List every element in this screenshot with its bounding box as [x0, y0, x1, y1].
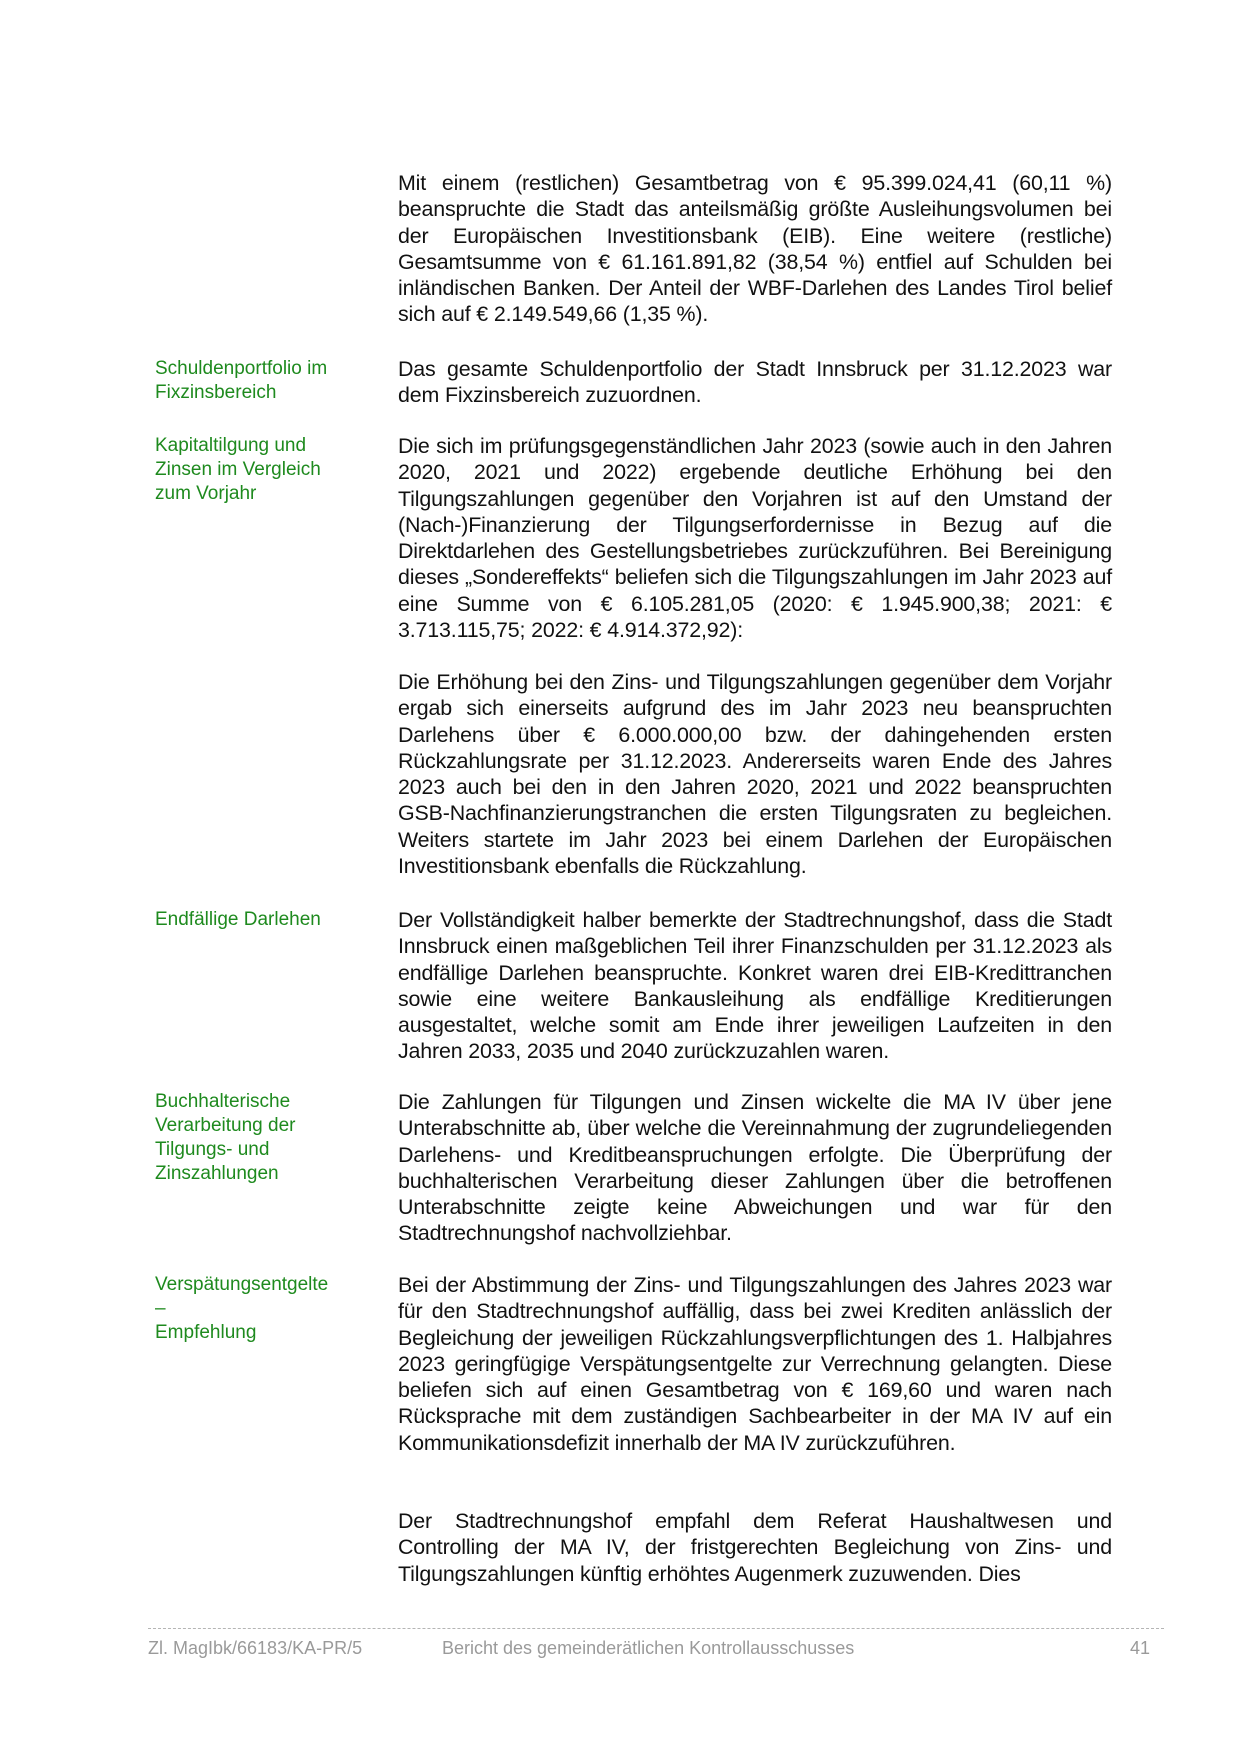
margin-label-accounting-processing [155, 1090, 380, 1186]
footer-divider [148, 1628, 1164, 1629]
margin-label-bullet-loans [155, 908, 380, 932]
margin-label-line: Schuldenportfolio im [155, 358, 328, 379]
margin-label-line: Tilgungs- und [155, 1139, 270, 1160]
margin-label-line: Endfällige Darlehen [155, 909, 321, 930]
margin-label-line: zum Vorjahr [155, 483, 257, 504]
paragraph-accounting-processing: Die Zahlungen für Tilgungen und Zinsen wickelte die MA IV über jene Unterabschnitte ab, über welche die Vereinnahmung der zugrundeliegenden Darlehens- und Kreditbeanspruchungen erfolgte. Die Überprüfung der buchhalterischen Verarbeitung dieser Zahlungen über die betroffenen Unterabschnitte zeigte keine Abweichungen und war für den Stadtrechnungshof nachvollziehbar. [398, 1090, 1112, 1246]
margin-label-line: Zinsen im Vergleich [155, 459, 321, 480]
margin-label-late-fees-recommendation [155, 1273, 380, 1345]
margin-label-line: – [155, 1298, 166, 1319]
margin-label-line: Kapitaltilgung und [155, 435, 307, 456]
margin-label-line: Zinszahlungen [155, 1163, 279, 1184]
footer-reference: Zl. MagIbk/66183/KA-PR/5 [148, 1638, 363, 1658]
margin-label-line: Buchhalterische [155, 1091, 291, 1112]
paragraph-debt-distribution: Mit einem (restlichen) Gesamtbetrag von € 95.399.024,41 (60,11 %) beanspruchte die Stadt das anteilsmäßig größte Ausleihungsvolumen bei der Europäischen Investitionsbank (EIB). Eine weitere (restliche) Gesamtsumme von € 61.161.891,82 (38,54 %) entfiel auf Schulden bei inländischen Banken. Der Anteil der WBF-Darlehen des Landes Tirol belief sich auf € 2.149.549,66 (1,35 %). [398, 171, 1112, 327]
paragraph-interest-increase: Die Erhöhung bei den Zins- und Tilgungszahlungen gegenüber dem Vorjahr ergab sich einerseits aufgrund des im Jahr 2023 neu beanspruchten Darlehens über € 6.000.000,00 bzw. der dahingehenden ersten Rückzahlungsrate per 31.12.2023. Andererseits waren Ende des Jahres 2023 auch bei den in den Jahren 2020, 2021 und 2022 beanspruchten GSB-Nachfinanzierungstranchen die ersten Tilgungsraten zu begleichen. Weiters startete im Jahr 2023 bei einem Darlehen der Europäischen Investitionsbank ebenfalls die Rückzahlung. [398, 670, 1112, 879]
margin-label-repayment-comparison [155, 434, 380, 506]
paragraph-repayment-increase: Die sich im prüfungsgegenständlichen Jahr 2023 (sowie auch in den Jahren 2020, 2021 und 2022) ergebende deutliche Erhöhung bei den Tilgungszahlungen gegenüber den Vorjahren ist auf den Umstand der (Nach-)Finanzierung der Tilgungserfordernisse in Bezug auf die Direktdarlehen des Gestellungsbetriebes zurückzuführen. Bei Bereinigung dieses „Sondereffekts“ beliefen sich die Tilgungszahlungen im Jahr 2023 auf eine Summe von € 6.105.281,05 (2020: € 1.945.900,38; 2021: € 3.713.115,75; 2022: € 4.914.372,92): [398, 434, 1112, 643]
margin-label-line: Fixzinsbereich [155, 382, 277, 403]
paragraph-fixed-rate-portfolio: Das gesamte Schuldenportfolio der Stadt Innsbruck per 31.12.2023 war dem Fixzinsbereich zuzuordnen. [398, 357, 1112, 408]
paragraph-bullet-loans: Der Vollständigkeit halber bemerkte der Stadtrechnungshof, dass die Stadt Innsbruck einen maßgeblichen Teil ihrer Finanzschulden per 31.12.2023 als endfällige Darlehen beanspruchte. Konkret waren drei EIB-Kredittranchen sowie eine weitere Bankausleihung als endfällige Kreditierungen ausgestaltet, welche somit am Ende ihrer jeweiligen Laufzeiten in den Jahren 2033, 2035 und 2040 zurückzuzahlen waren. [398, 908, 1112, 1064]
paragraph-late-fees: Bei der Abstimmung der Zins- und Tilgungszahlungen des Jahres 2023 war für den Stadtrechnungshof auffällig, dass bei zwei Krediten anlässlich der Begleichung der jeweiligen Rückzahlungsverpflichtungen des 1. Halbjahres 2023 geringfügige Verspätungsentgelte zur Verrechnung gelangten. Diese beliefen sich auf einen Gesamtbetrag von € 169,60 und waren nach Rücksprache mit dem zuständigen Sachbearbeiter in der MA IV auf ein Kommunikationsdefizit innerhalb der MA IV zurückzuführen. [398, 1273, 1112, 1455]
margin-label-line: Verspätungsentgelte [155, 1274, 329, 1295]
margin-label-fixed-rate-portfolio [155, 357, 380, 405]
footer-title: Bericht des gemeinderätlichen Kontrollausschusses [442, 1638, 855, 1658]
page-number: 41 [1130, 1638, 1151, 1658]
margin-label-line: Verarbeitung der [155, 1115, 296, 1136]
margin-label-line: Empfehlung [155, 1322, 257, 1343]
paragraph-recommendation: Der Stadtrechnungshof empfahl dem Referat Haushaltwesen und Controlling der MA IV, der fristgerechten Begleichung von Zins- und Tilgungszahlungen künftig erhöhtes Augenmerk zuzuwenden. Dies [398, 1509, 1112, 1586]
